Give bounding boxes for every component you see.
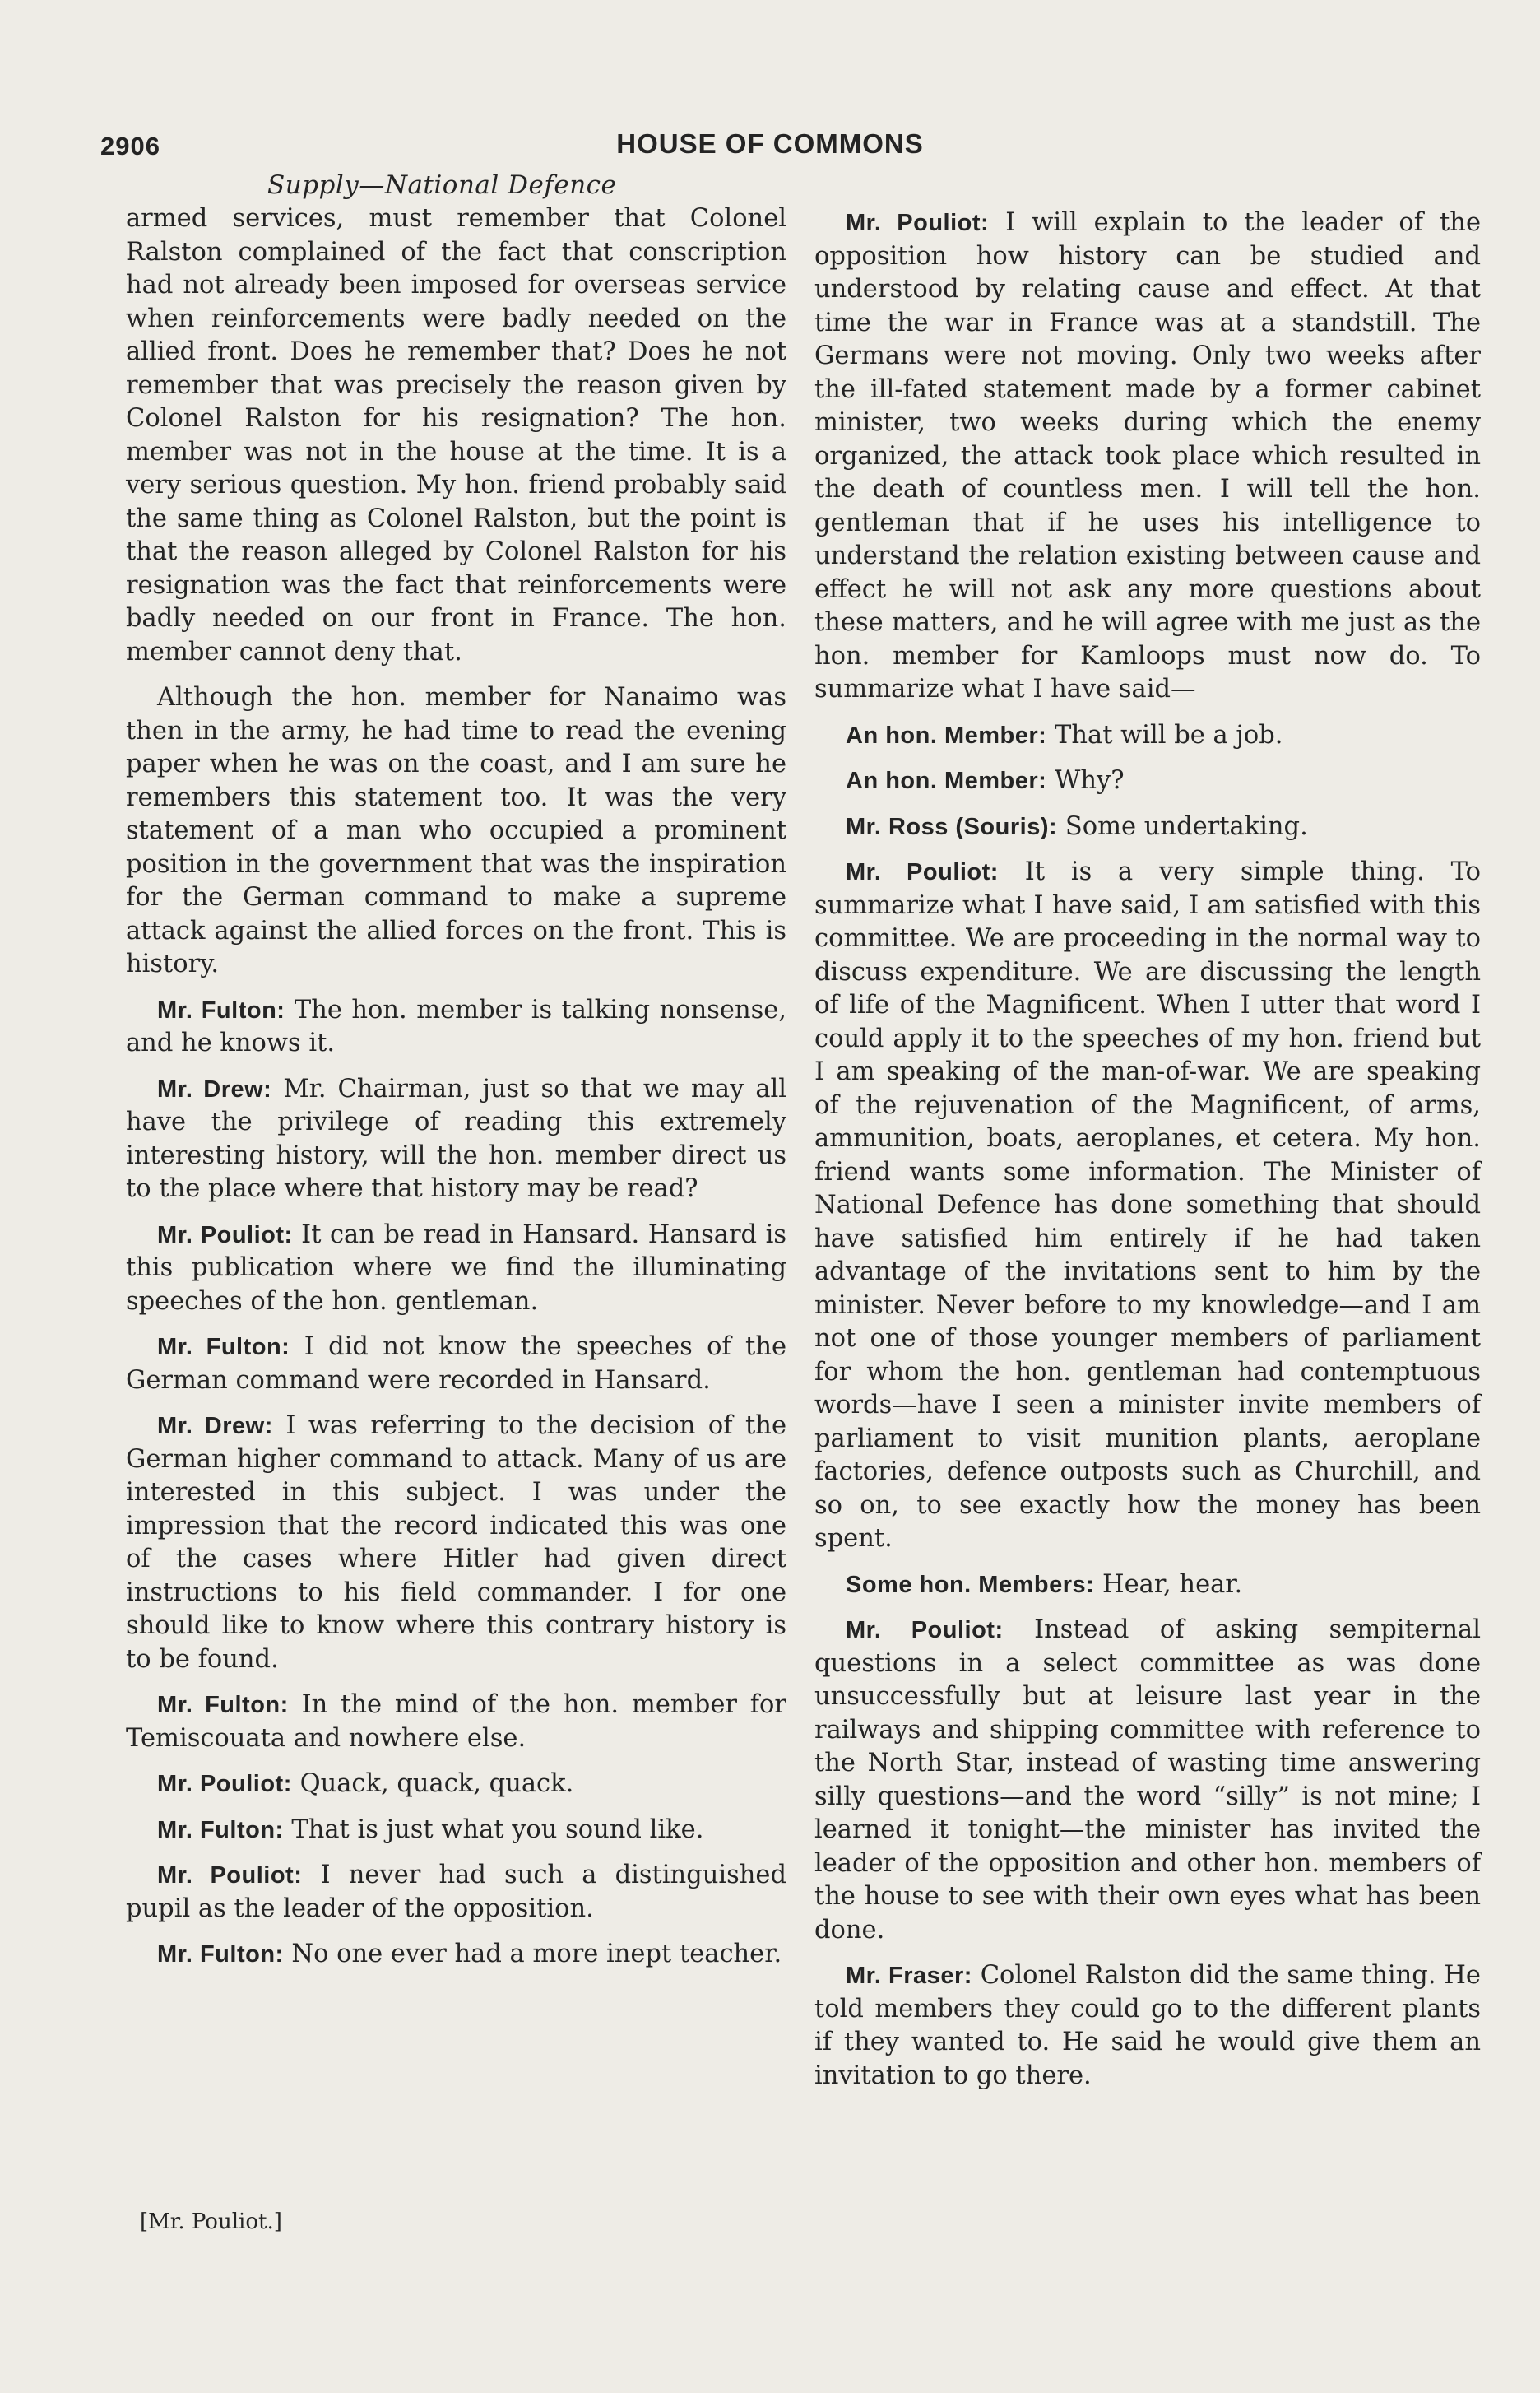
speech-text: Why?: [1055, 766, 1125, 795]
speech-text: Colonel Ralston did the same thing. He told members they could go to the different plants if they wanted to. He said he would give them an invitation to go there.: [814, 1961, 1481, 2090]
speech-text: In the mind of the hon. member for Temiscouata and nowhere else.: [126, 1690, 786, 1753]
speech: [126, 1331, 786, 1397]
speaker-name: Mr. Ross (Souris):: [846, 813, 1058, 840]
speaker-name: Mr. Fulton:: [157, 1334, 290, 1360]
speech-text: Hear, hear.: [1102, 1569, 1243, 1599]
speaker-name: An hon. Member:: [846, 768, 1047, 794]
speech-text: No one ever had a more inept teacher.: [291, 1940, 782, 1968]
paragraph: armed services, must remember that Colonel Ralston complained of the fact that conscription had not already been imposed for overseas service when reinforcements were badly needed on the allied front. Does he remember that? Does he not remember that was precisely the reason given by Colonel Ralston for his resignation? The hon. member was not in the house at the time. It is a very serious question. My hon. friend probably said the same thing as Colonel Ralston, but the point is that the reason alleged by Colonel Ralston for his resignation was the fact that reinforcements were badly needed on our front in France. The hon. member cannot deny that.: [126, 204, 786, 667]
paragraph: Although the hon. member for Nanaimo was then in the army, he had time to read the evening paper when he was on the coast, and I am sure he remembers this statement too. It was the very statement of a man who occupied a prominent position in the government that was the inspiration for the German command to make a supreme attack against the allied forces on the front. This is history.: [126, 683, 786, 978]
speech-text: The hon. member is talking nonsense, and he knows it.: [126, 995, 786, 1057]
speech: [126, 1938, 786, 1972]
speaker-name: Mr. Pouliot:: [157, 1771, 292, 1797]
speech-text: Some undertaking.: [1065, 811, 1308, 841]
speech-text: I was referring to the decision of the German higher command to attack. Many of us are interested in this subject. I was under the impression that the record indicated this was one of the cases where Hitler had given direct instructions to his field commander. I for one should like to know where this contrary history is to be found.: [126, 1411, 786, 1674]
speaker-name: Mr. Fulton:: [157, 1816, 284, 1843]
speech: [126, 1219, 786, 1319]
speaker-name: Mr. Drew:: [157, 1413, 273, 1439]
speech-text: That is just what you sound like.: [291, 1814, 704, 1844]
speech: [126, 1768, 786, 1801]
speaker-name: Mr. Fulton:: [157, 1692, 289, 1718]
speech-text: Quack, quack, quack.: [299, 1769, 574, 1798]
speech: [126, 994, 786, 1061]
speech: [814, 207, 1481, 707]
speech-text: Instead of asking sempiternal questions in a select committee as was done unsuccessfully but at leisure last year in the railways and shipping committee with reference to the North Star, instead of wasting time answering silly questions—and the word “silly” is not mine; I learned it tonight—the minister has invited the leader of the opposition and other hon. members of the house to see with their own eyes what has been done.: [814, 1615, 1481, 1945]
speech: [814, 1568, 1481, 1602]
page-number: 2906: [100, 132, 160, 160]
speaker-name: Mr. Fraser:: [846, 1963, 972, 1989]
speech: [126, 1073, 786, 1206]
speech: [814, 856, 1481, 1556]
speech-text: It can be read in Hansard. Hansard is this publication where we find the illuminating speeches of the hon. gentleman.: [126, 1220, 786, 1316]
page-title: HOUSE OF COMMONS: [616, 128, 924, 159]
speech-text: Mr. Chairman, just so that we may all have the privilege of reading this extremely interesting history, will the hon. member direct us to the place where that history may be read?: [126, 1074, 787, 1203]
speech: [814, 1959, 1481, 2093]
speaker-name: Mr. Pouliot:: [846, 1617, 1004, 1643]
speaker-name: Mr. Fulton:: [157, 1941, 284, 1968]
speech-text: It is a very simple thing. To summarize what I have said, I am satisfied with this committee. We are proceeding in the normal way to discuss expenditure. We are discussing the length of life of the Magnificent. When I utter that word I could apply it to the speeches of my hon. friend but I am speaking of the man-of-war. We are speaking of the rejuvenation of the Magnificent, of arms, ammunition, boats, aeroplanes, et cetera. My hon. friend wants some information. The Minister of National Defence has done something that should have satisfied him entirely if he had taken advantage of the invitations sent to him by the minister. Never before to my knowledge—and I am not one of those younger members of parliament for whom the hon. gentleman had contemptuous words—have I seen a minister invite members of parliament to visit munition plants, aeroplane factories, defence outposts such as Churchill, and so on, to see exactly how the money has been spent.: [814, 857, 1481, 1553]
speaker-name: Mr. Pouliot:: [157, 1221, 293, 1248]
footer-note: [Mr. Pouliot.]: [140, 2209, 282, 2234]
speech: [126, 1859, 786, 1926]
speaker-name: Mr. Drew:: [157, 1076, 272, 1103]
speech: [814, 719, 1481, 753]
speaker-name: Mr. Pouliot:: [846, 210, 990, 236]
speaker-name: An hon. Member:: [846, 722, 1047, 749]
speech: [814, 1614, 1481, 1947]
speaker-name: Mr. Pouliot:: [846, 859, 999, 885]
speech: [814, 764, 1481, 798]
speaker-name: Some hon. Members:: [846, 1571, 1095, 1598]
speech: [126, 1410, 786, 1676]
section-subtitle: Supply—National Defence: [267, 170, 617, 200]
speaker-name: Mr. Fulton:: [157, 997, 285, 1024]
speech-text: That will be a job.: [1055, 720, 1283, 750]
speech: [814, 811, 1481, 844]
speech-text: I never had such a distinguished pupil as the leader of the opposition.: [126, 1861, 786, 1923]
speech: [126, 1814, 786, 1847]
speech-text: I will explain to the leader of the opposition how history can be studied and understood by relating cause and effect. At that time the war in France was at a standstill. The Germans were not moving. Only two weeks after the ill-fated statement made by a former cabinet minister, two weeks during which the enemy organized, the attack took place which resulted in the death of countless men. I will tell the hon. gentleman that if he uses his intelligence to understand the relation existing between cause and effect he will not ask any more questions about these matters, and he will agree with me just as the hon. member for Kamloops must now do. To summarize what I have said—: [814, 208, 1481, 704]
right-column: [814, 207, 1481, 2105]
speech-text: I did not know the speeches of the German command were recorded in Hansard.: [126, 1332, 787, 1395]
speech: [126, 1689, 786, 1755]
left-column: [126, 202, 786, 1984]
speaker-name: Mr. Pouliot:: [157, 1862, 303, 1889]
